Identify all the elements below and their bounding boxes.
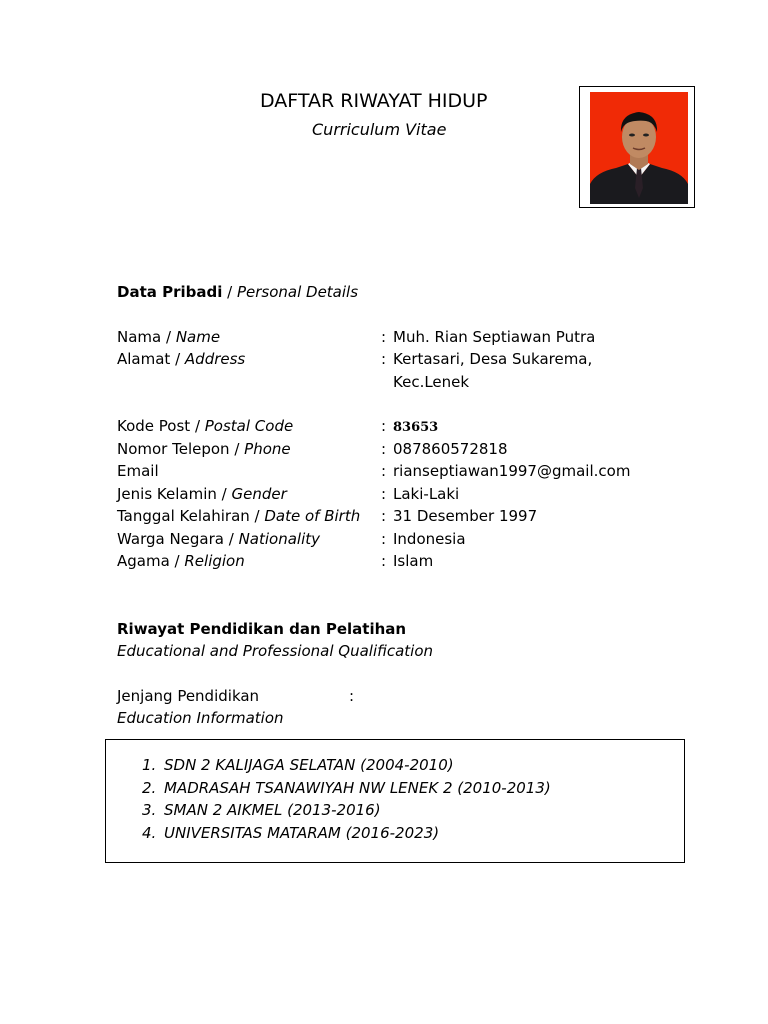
row-label: Tanggal Kelahiran / Date of Birth xyxy=(117,507,361,525)
row-value-continued: Kec.Lenek xyxy=(393,373,470,391)
education-level-label: Jenjang Pendidikan : xyxy=(117,687,355,705)
detail-row-religion xyxy=(117,551,433,571)
row-label: Nama / Name xyxy=(117,328,221,346)
row-value: Kertasari, Desa Sukarema, xyxy=(393,350,593,368)
detail-row-name xyxy=(117,327,595,347)
personal-heading-id: Data Pribadi xyxy=(117,283,223,301)
page-title: DAFTAR RIWAYAT HIDUP xyxy=(260,90,488,112)
row-value: Islam xyxy=(393,552,434,570)
row-colon: : xyxy=(381,328,387,346)
detail-row-postal-code xyxy=(117,416,438,436)
education-list xyxy=(142,754,551,844)
row-colon: : xyxy=(381,530,387,548)
detail-row-email xyxy=(117,461,630,481)
row-value: Laki-Laki xyxy=(393,485,460,503)
row-value: rianseptiawan1997@gmail.com xyxy=(393,462,631,480)
row-colon: : xyxy=(381,440,387,458)
row-colon: : xyxy=(381,417,387,435)
profile-photo xyxy=(590,92,688,204)
detail-row-address xyxy=(117,349,592,369)
row-colon: : xyxy=(381,552,387,570)
page-subtitle: Curriculum Vitae xyxy=(312,120,447,139)
row-colon: : xyxy=(381,485,387,503)
education-item: 1. SDN 2 KALIJAGA SELATAN (2004-2010) xyxy=(142,756,454,774)
row-label: Nomor Telepon / Phone xyxy=(117,440,291,458)
row-value: Muh. Rian Septiawan Putra xyxy=(393,328,596,346)
row-colon: : xyxy=(381,350,387,368)
row-value: Indonesia xyxy=(393,530,466,548)
row-colon: : xyxy=(381,462,387,480)
row-label: Alamat / Address xyxy=(117,350,246,368)
row-label: Warga Negara / Nationality xyxy=(117,530,321,548)
row-colon: : xyxy=(381,507,387,525)
row-label: Agama / Religion xyxy=(117,552,245,570)
person-portrait-image xyxy=(590,92,688,204)
detail-row-gender xyxy=(117,484,459,504)
row-value: 31 Desember 1997 xyxy=(393,507,538,525)
education-item: 2. MADRASAH TSANAWIYAH NW LENEK 2 (2010-2013) xyxy=(142,778,551,797)
row-value: 83653 xyxy=(393,420,439,435)
photo-frame xyxy=(579,86,695,208)
personal-heading-en: Personal Details xyxy=(236,283,359,301)
row-value: 087860572818 xyxy=(393,440,508,458)
row-label: Email xyxy=(117,462,159,480)
education-level-colon: : xyxy=(349,687,355,705)
education-heading: Riwayat Pendidikan dan Pelatihan xyxy=(117,620,407,638)
detail-row-birth-date xyxy=(117,506,537,526)
row-label: Kode Post / Postal Code xyxy=(117,417,294,435)
education-info-label: Education Information xyxy=(117,709,284,727)
personal-details-heading xyxy=(117,283,358,301)
detail-row-nationality xyxy=(117,529,466,549)
education-subheading: Educational and Professional Qualification xyxy=(117,642,434,660)
education-list-box xyxy=(105,739,685,863)
education-item: 3. SMAN 2 AIKMEL (2013-2016) xyxy=(142,801,381,819)
heading-separator: / xyxy=(222,283,237,301)
row-label: Jenis Kelamin / Gender xyxy=(117,485,287,503)
detail-row-phone xyxy=(117,439,508,459)
education-item: 4. UNIVERSITAS MATARAM (2016-2023) xyxy=(142,823,440,842)
detail-row-address-line2 xyxy=(117,372,469,392)
